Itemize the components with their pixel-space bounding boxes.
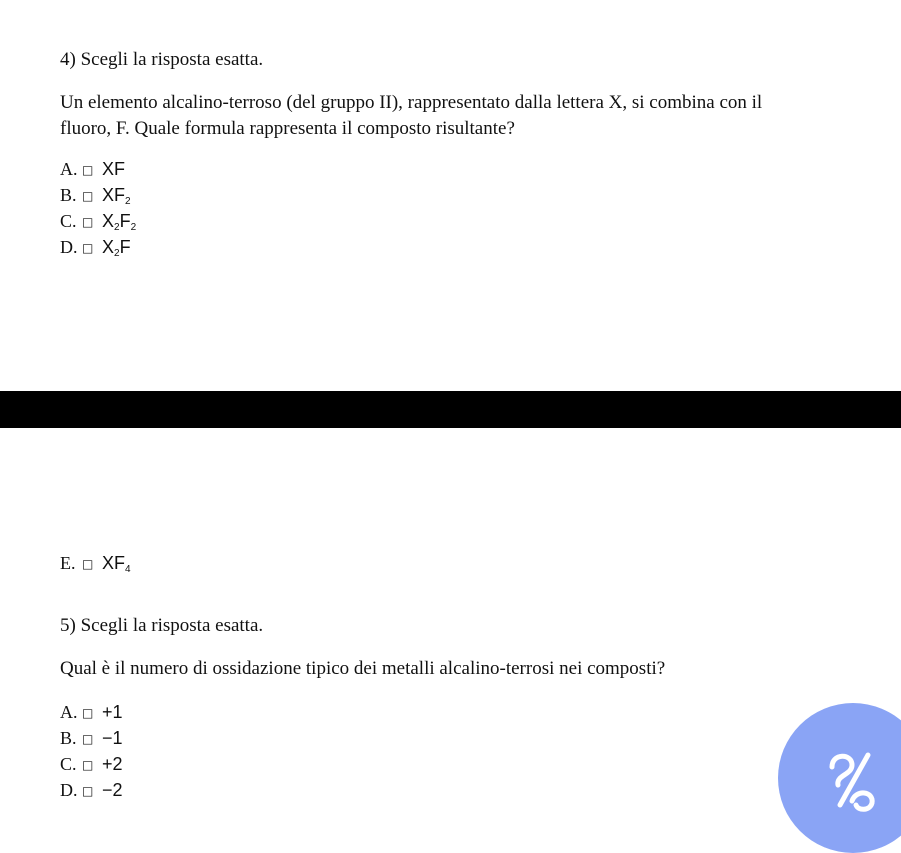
option-formula: $XF_4$ bbox=[102, 553, 131, 575]
option-letter: D. bbox=[60, 780, 78, 800]
q4-option-b[interactable] bbox=[60, 183, 131, 207]
option-letter: C. bbox=[60, 211, 77, 231]
option-formula: $XF_2$ bbox=[102, 185, 131, 207]
checkbox[interactable]: □ bbox=[82, 241, 94, 255]
option-letter: A. bbox=[60, 702, 78, 722]
q5-option-b[interactable] bbox=[60, 726, 123, 750]
option-value: −1 bbox=[102, 728, 123, 748]
option-value: +1 bbox=[102, 702, 123, 722]
checkbox[interactable]: □ bbox=[82, 163, 94, 177]
q4-option-a[interactable] bbox=[60, 157, 125, 181]
option-letter: E. bbox=[60, 553, 76, 573]
option-letter: B. bbox=[60, 185, 77, 205]
q4-option-e[interactable] bbox=[60, 551, 131, 575]
option-letter: C. bbox=[60, 754, 77, 774]
option-value: +2 bbox=[102, 754, 123, 774]
question-4-title: 4) Scegli la risposta esatta. bbox=[60, 49, 264, 70]
checkbox[interactable]: □ bbox=[82, 732, 94, 746]
option-letter: A. bbox=[60, 159, 78, 179]
question-5-text: Qual è il numero di ossidazione tipico dei metalli alcalino-terrosi nei composti? bbox=[60, 658, 666, 679]
q5-option-a[interactable] bbox=[60, 700, 123, 724]
checkbox[interactable]: □ bbox=[82, 215, 94, 229]
checkbox[interactable]: □ bbox=[82, 189, 94, 203]
checkbox[interactable]: □ bbox=[82, 784, 94, 798]
option-letter: B. bbox=[60, 728, 77, 748]
checkbox[interactable]: □ bbox=[82, 706, 94, 720]
q5-option-c[interactable] bbox=[60, 752, 123, 776]
percent-wand-icon bbox=[822, 745, 882, 815]
question-4-text-line1: Un elemento alcalino-terroso (del gruppo II), rappresentato dalla lettera X, si combina con il bbox=[60, 92, 763, 113]
question-5-title: 5) Scegli la risposta esatta. bbox=[60, 615, 264, 636]
floating-action-button[interactable] bbox=[778, 703, 901, 853]
option-formula: $X_2F_2$ bbox=[102, 211, 137, 233]
option-formula: XF bbox=[102, 159, 126, 179]
q4-option-c[interactable] bbox=[60, 209, 136, 233]
option-letter: D. bbox=[60, 237, 78, 257]
question-4-text-line2: fluoro, F. Quale formula rappresenta il composto risultante? bbox=[60, 118, 515, 139]
page-break-band bbox=[0, 391, 901, 428]
checkbox[interactable]: □ bbox=[82, 758, 94, 772]
option-formula: $X_2F$ bbox=[102, 237, 131, 259]
option-value: −2 bbox=[102, 780, 123, 800]
q4-option-d[interactable] bbox=[60, 235, 131, 259]
checkbox[interactable]: □ bbox=[82, 557, 94, 571]
question-4-text bbox=[60, 90, 840, 142]
q5-option-d[interactable] bbox=[60, 778, 123, 802]
